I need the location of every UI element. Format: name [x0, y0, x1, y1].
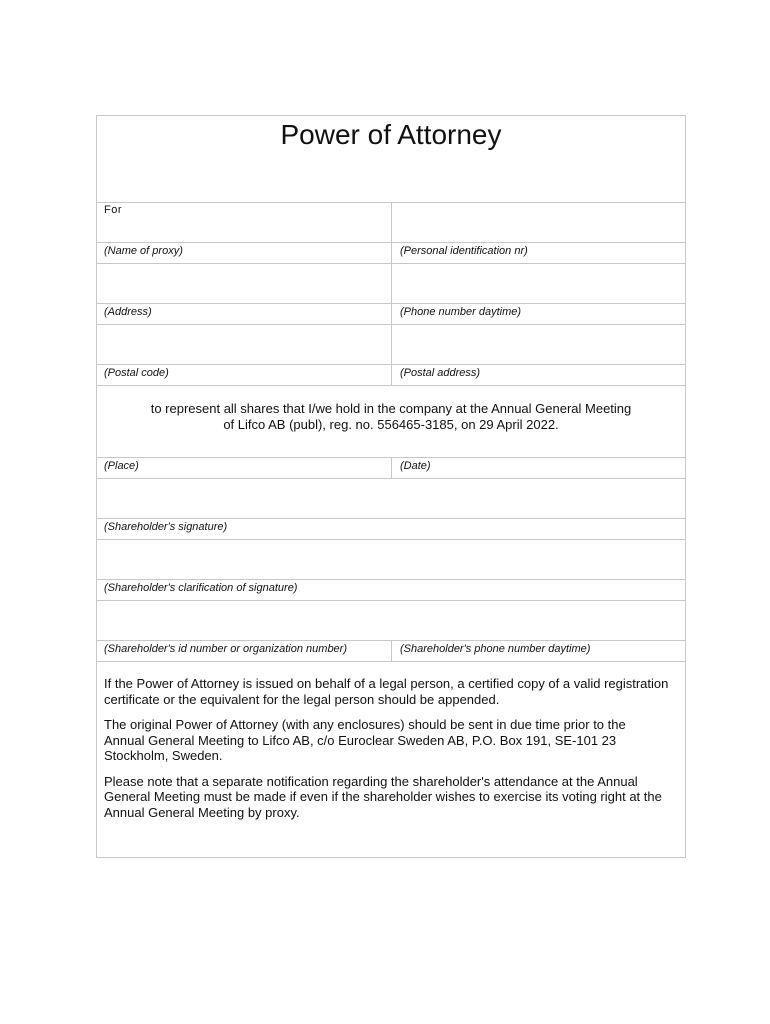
- phone-daytime-field[interactable]: [392, 264, 686, 303]
- proxy-name-field[interactable]: [97, 216, 391, 242]
- rule: [97, 579, 685, 580]
- note-separate-notification: Please note that a separate notification regarding the shareholder's attendance at the Annual General Meeting must be made if even if the shareholder wishes to exercise its voting right at the Annual General Meeting by proxy.: [104, 773, 662, 820]
- signature-field[interactable]: [97, 479, 686, 518]
- statement-line-1: to represent all shares that I/we hold in the company at the Annual General Meeting: [150, 401, 632, 416]
- power-of-attorney-form: [96, 115, 686, 858]
- note-send-original: The original Power of Attorney (with any enclosures) should be sent in due time prior to the Annual General Meeting to Lifco AB, c/o Euroclear Sweden AB, P.O. Box 191, SE-101 23 Stockholm, Sweden.: [104, 717, 626, 763]
- for-label: For: [104, 204, 122, 216]
- rule: [97, 385, 685, 386]
- postal-code-label: (Postal code): [104, 367, 169, 379]
- shareholder-signature-label: (Shareholder's signature): [104, 521, 228, 533]
- note-legal-person: If the Power of Attorney is issued on behalf of a legal person, a certified copy of a valid registration certificate or the equivalent for the legal person should be appended.: [104, 676, 669, 707]
- clarification-field[interactable]: [97, 540, 686, 579]
- phone-daytime-label: (Phone number daytime): [400, 306, 522, 318]
- postal-code-field[interactable]: [97, 325, 391, 364]
- clarification-label: (Shareholder's clarification of signature): [104, 582, 298, 594]
- date-label: (Date): [400, 460, 431, 472]
- column-divider: [391, 640, 392, 661]
- place-label: (Place): [104, 460, 139, 472]
- shareholder-id-field[interactable]: [97, 601, 686, 640]
- postal-address-field[interactable]: [392, 325, 686, 364]
- shareholder-id-label: (Shareholder's id number or organization number): [104, 643, 348, 655]
- column-divider: [391, 457, 392, 478]
- shareholder-phone-label: (Shareholder's phone number daytime): [400, 643, 591, 655]
- address-label: (Address): [104, 306, 152, 318]
- address-field[interactable]: [97, 264, 391, 303]
- personal-id-field[interactable]: [392, 203, 686, 242]
- rule: [97, 661, 685, 662]
- rule: [97, 518, 685, 519]
- postal-address-label: (Postal address): [400, 367, 481, 379]
- statement-line-2: of Lifco AB (publ), reg. no. 556465-3185, on 29 April 2022.: [223, 417, 559, 432]
- personal-id-label: (Personal identification nr): [400, 245, 528, 257]
- instructions: [104, 676, 669, 830]
- document-title: Power of Attorney: [280, 119, 502, 150]
- name-of-proxy-label: (Name of proxy): [104, 245, 183, 257]
